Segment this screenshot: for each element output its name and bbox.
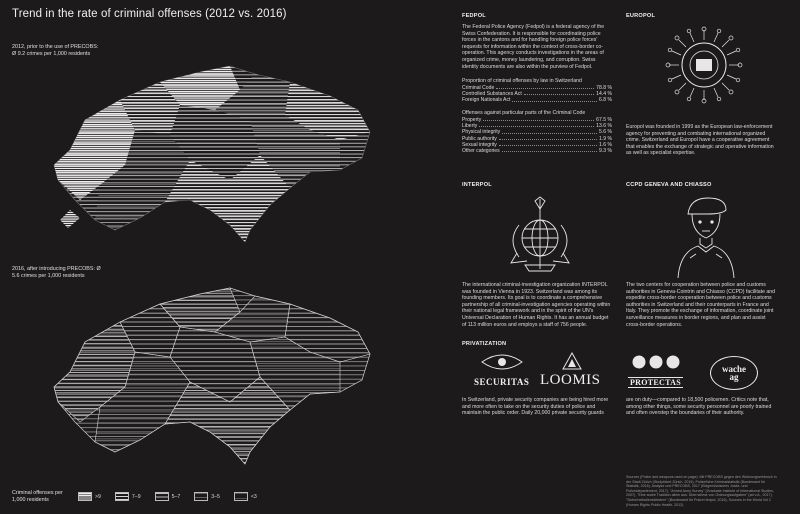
- ccpd-heading: CCPD GENEVA AND CHIASSO: [626, 182, 712, 188]
- europol-emblem-icon: [663, 24, 745, 106]
- table-row: Other categories 9.3 %: [462, 148, 612, 155]
- soldier-portrait-icon: [674, 192, 738, 278]
- table-row: Property 67.5 %: [462, 117, 612, 123]
- map-2016: [40, 282, 385, 472]
- table-row: Foreign Nationals Act 6.8 %: [462, 97, 612, 104]
- fedpol-table1: [462, 85, 612, 104]
- protectas-dots-icon: [631, 354, 681, 370]
- fedpol-table1-title: Proportion of criminal offenses by law in Switzerland: [462, 78, 582, 84]
- fedpol-heading: FEDPOL: [462, 13, 486, 19]
- page-title: Trend in the rate of criminal offenses (2012 vs. 2016): [12, 8, 287, 20]
- legend-title: Criminal offenses per 1,000 residents: [12, 490, 63, 503]
- privatization-text-left: In Switzerland, private security companies are being hired more and more often to take on the security duties of police and maintain the public order. Daily 20,000 private security guards: [462, 397, 609, 417]
- fedpol-text: The Federal Police Agency (Fedpol) is a federal agency of the Swiss Confederation. It is responsible for coordinating police forces in the cantons and for handling foreign police forces' requests for information within the context of cross-border co-operation. This agency conducts investigations in the areas of organized crime, money laundering, and corruption. Swiss identity documents are also within the purview of Fedpol.: [462, 24, 605, 70]
- table-row: Criminal Code 78.8 %: [462, 85, 612, 91]
- table-row: Public authority 1.9 %: [462, 135, 612, 142]
- table-row: Sexual integrity 1.6 %: [462, 141, 612, 148]
- map-2012-caption: 2012, prior to the use of PRECOBS: Ø 9.2 crimes per 1,000 residents: [12, 44, 99, 57]
- map-2016-caption: 2016, after introducing PRECOBS: Ø 5.6 crimes per 1,000 residents: [12, 266, 101, 279]
- securitas-logo: SECURITAS: [474, 377, 530, 387]
- fedpol-table2: [462, 117, 612, 154]
- wache-ag-logo: wache ag: [710, 356, 758, 390]
- legend-item: 5–7: [155, 492, 181, 501]
- fedpol-table2-title: Offenses against particular parts of the Criminal Code: [462, 110, 586, 116]
- privatization-heading: PRIVATIZATION: [462, 341, 507, 347]
- interpol-emblem-icon: [497, 195, 583, 277]
- legend-item: <3: [234, 492, 257, 501]
- europol-heading: EUROPOL: [626, 13, 656, 19]
- legend-item: 3–5: [194, 492, 220, 501]
- map-2012: [40, 60, 385, 250]
- interpol-heading: INTERPOL: [462, 182, 492, 188]
- table-row: Controlled Substances Act 14.4 %: [462, 91, 612, 98]
- protectas-logo: PROTECTAS: [630, 378, 682, 387]
- legend-item: >9: [78, 492, 101, 501]
- ccpd-text: The two centers for cooperation between police and customs authorities in Geneva-Cointrin and Chiasso (CCPD) facilitate and expedite cross-border cooperation between police and customs authorities in Switzerland and their counterparts in France and Italy. They promote the exchange of information, coordinate joint surveillance measures in border regions, and plan and assist cross-border operations.: [626, 282, 776, 328]
- table-row: Physical integrity 5.6 %: [462, 129, 612, 136]
- interpol-text: The international criminal-investigation organization INTERPOL was founded in Vienna in 1923. Switzerland was among its founding members. Its goal is to coordinate a comprehensive partnership of all criminal-investigation agencies operating within their national legal framework and in the spirit of the UN's Universal Declaration of Human Rights. It has an annual budget of 113 million euros and employs a staff of 756 people.: [462, 282, 611, 328]
- loomis-triangle-icon: [562, 352, 582, 370]
- legend: [78, 492, 257, 501]
- sources-note: Sources (Police and weapons used on page): Mit PRECOBS gegen den Wohnungseinbruch in der Stadt Zürich (Studyticket Zürich, 2015), Polizeiliche Kriminalstatistik (Bundesamt für Statistik, 2016), Analyse und PRECOBS, 2017 (Eidgenössisches Justiz- und Polizeidepartement, 2017), "Armed Army Survey" (Graduate Institute of International Studies, 2007), "Eine andre Tradition allein aus: Übernahme von Ordnungsaufgaben" (ad v.A., 2017), "Sicherheitsdienstleistern" (Bundesamt für Polizei fedpol, 2016), Sources in the World Vol 2 (Human Rights Public Health, 2012): [626, 475, 777, 507]
- securitas-eye-icon: [478, 352, 526, 372]
- loomis-logo: LOOMIS: [540, 372, 601, 388]
- legend-item: 7–9: [115, 492, 141, 501]
- privatization-text-right: are on duty—compared to 18,500 policemen. Critics note that, among other things, some security personnel are poorly trained and often overstep the boundaries of their authority.: [626, 397, 772, 417]
- europol-text: Europol was founded in 1999 as the European law-enforcement agency for preventing and combating international organized crime. Switzerland and Europol have a cooperative agreement that enables the exchange of strategic and operative information as well as specialist expertise.: [626, 124, 774, 157]
- table-row: Liberty 13.6 %: [462, 123, 612, 130]
